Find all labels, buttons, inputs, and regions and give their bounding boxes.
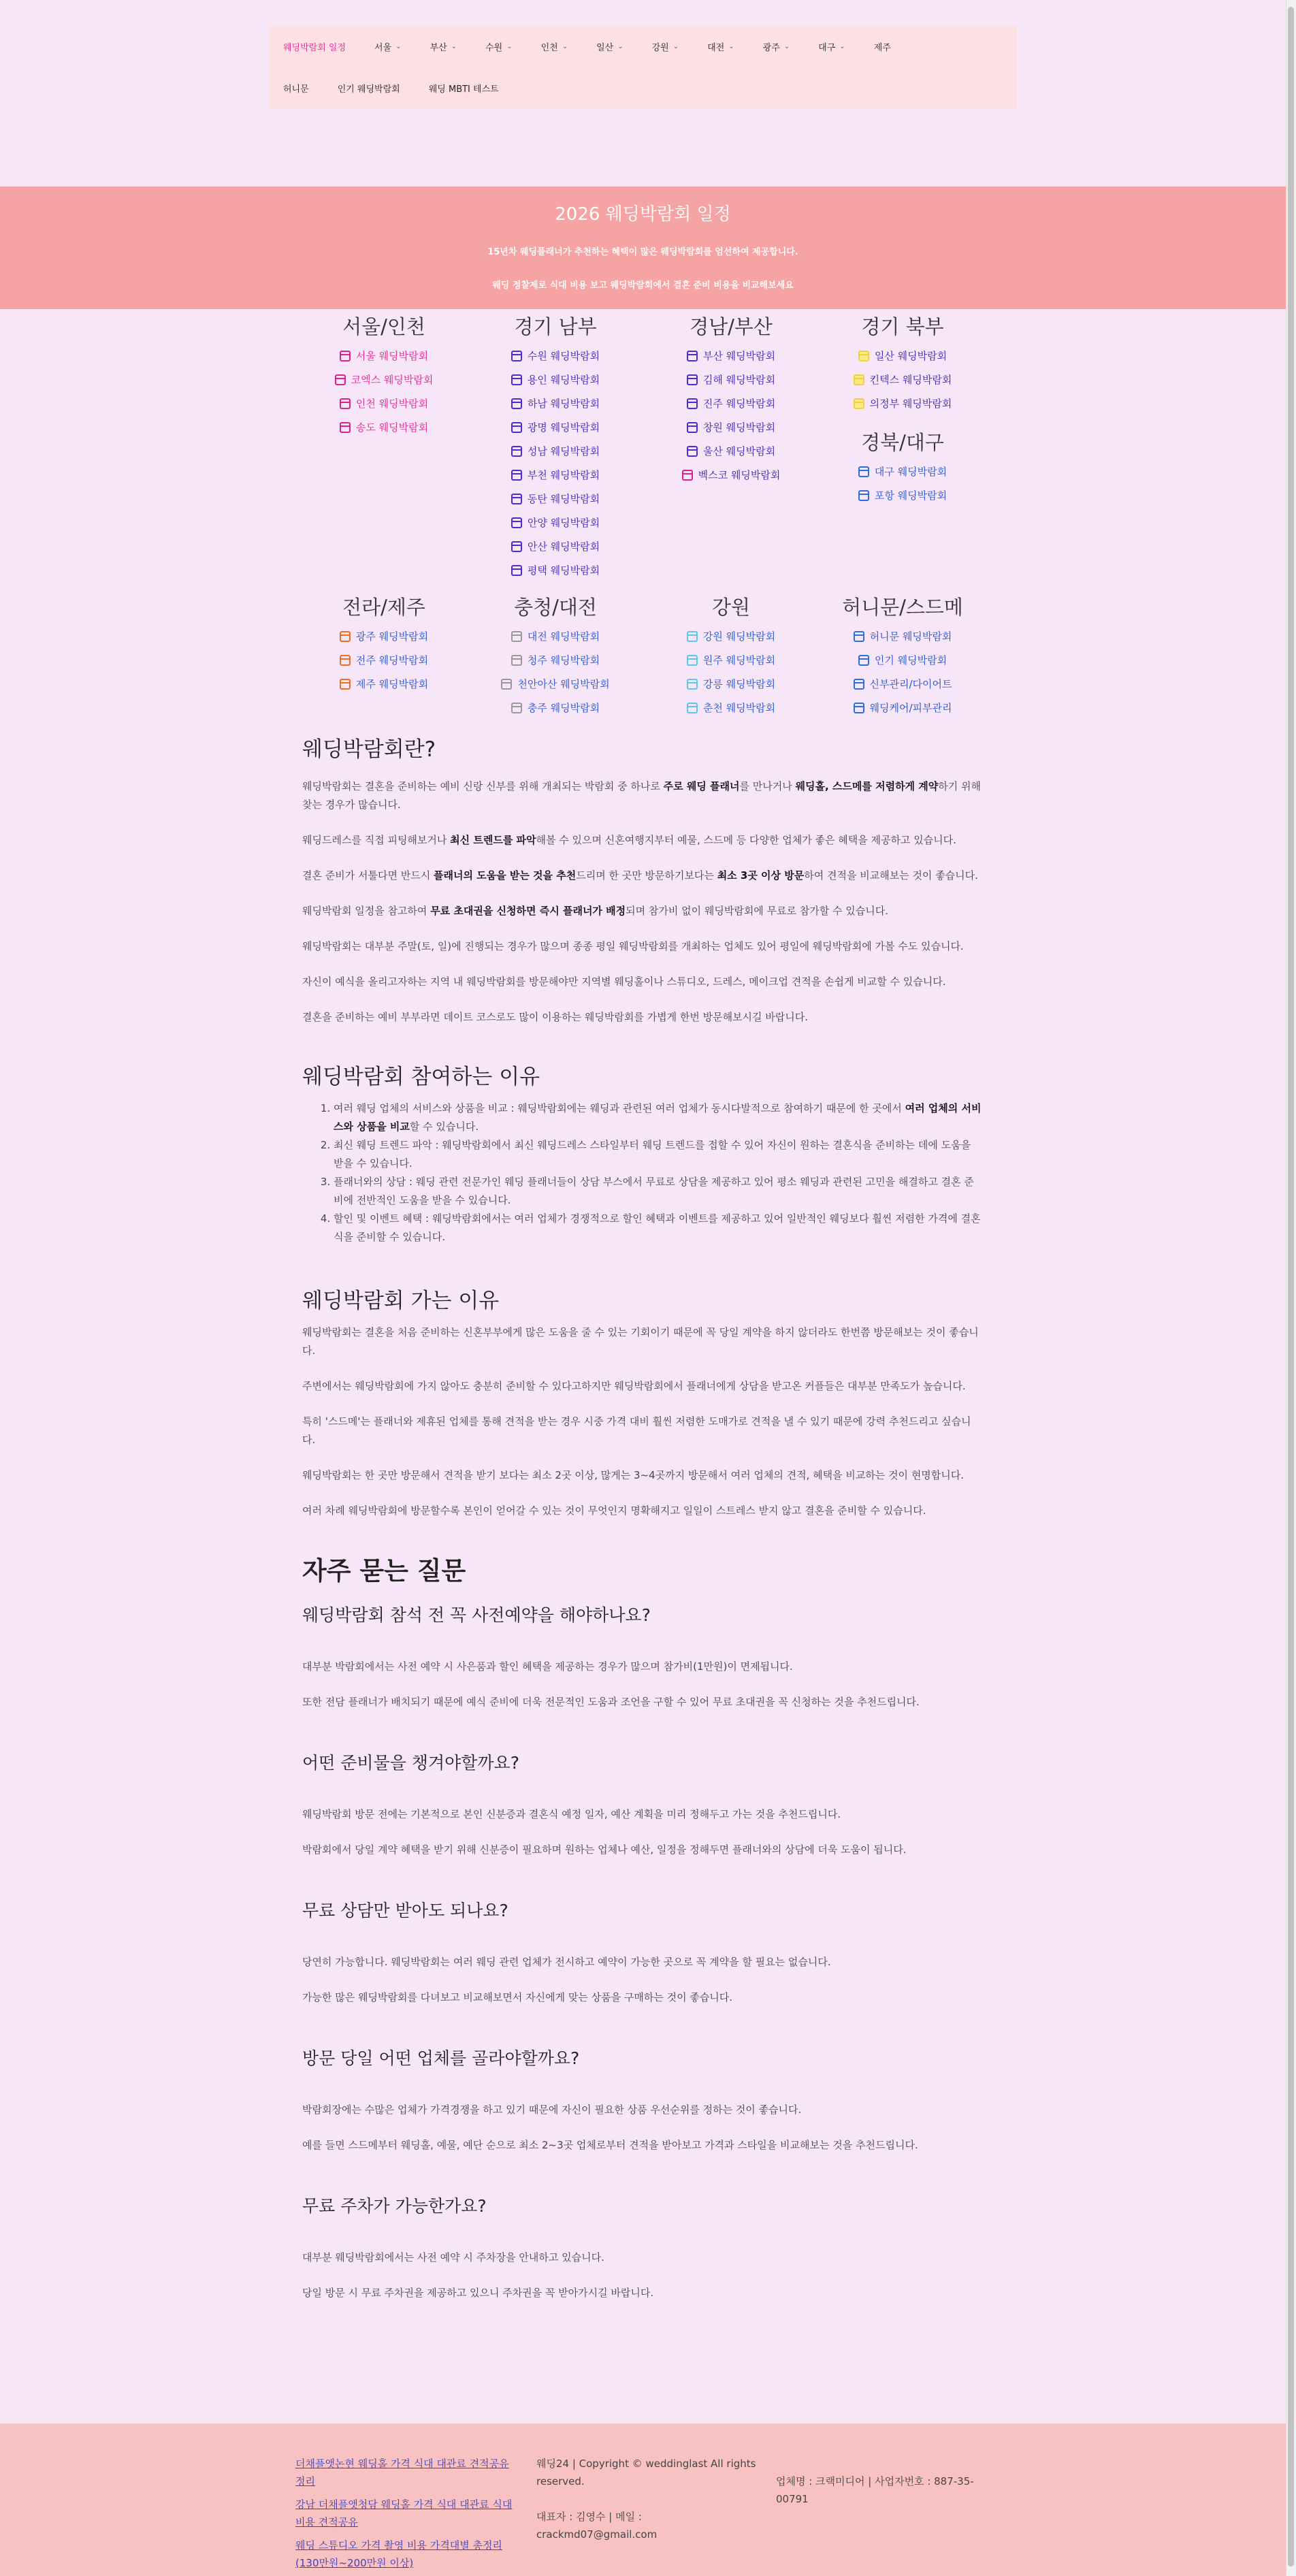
expo-link[interactable] bbox=[295, 391, 472, 415]
hero-subtitle-1: 15년차 웨딩플래너가 추천하는 혜택이 많은 웨딩박람회를 엄선하여 제공합니다. bbox=[487, 247, 798, 257]
faq-question: 웨딩박람회 참석 전 꼭 사전예약을 해야하나요? bbox=[302, 1605, 651, 1625]
nav-item-label: 광주 bbox=[762, 43, 780, 53]
expo-link[interactable] bbox=[814, 460, 991, 483]
footer-link[interactable]: 더채플앳논현 웨딩홀 가격 식대 대관료 견적공유 정리 bbox=[295, 2458, 509, 2488]
section-title-why-go: 웨딩박람회 가는 이유 bbox=[302, 1289, 500, 1313]
hero-subtitle-2: 웨딩 정찰제로 식대 비용 보고 웨딩박람회에서 결혼 준비 비용을 비교해보세요 bbox=[492, 280, 794, 291]
calendar-icon bbox=[854, 398, 864, 409]
expo-link[interactable] bbox=[467, 463, 644, 487]
calendar-icon bbox=[854, 631, 864, 642]
nav-item[interactable] bbox=[763, 40, 790, 53]
expo-link-label: 웨딩케어/피부관리 bbox=[869, 702, 952, 714]
expo-link-label: 용인 웨딩박람회 bbox=[527, 374, 600, 386]
calendar-icon bbox=[858, 351, 869, 361]
expo-link-label: 하남 웨딩박람회 bbox=[527, 398, 600, 410]
chevron-down-icon: ⌄ bbox=[728, 43, 734, 50]
calendar-icon bbox=[511, 446, 522, 457]
expo-link-label: 천안아산 웨딩박람회 bbox=[517, 678, 610, 690]
expo-link-label: 부산 웨딩박람회 bbox=[702, 350, 776, 362]
expo-link[interactable] bbox=[814, 368, 991, 391]
calendar-icon bbox=[687, 703, 698, 713]
faq-question: 무료 주차가 가능한가요? bbox=[302, 2196, 487, 2216]
expo-link-label: 제주 웨딩박람회 bbox=[355, 678, 429, 690]
nav-item-label: 웨딩 MBTI 테스트 bbox=[428, 84, 499, 95]
expo-link-label: 허니문 웨딩박람회 bbox=[869, 630, 952, 643]
paragraph: 특히 '스드메'는 플래너와 제휴된 업체를 통해 견적을 받는 경우 시중 가격 대비 훨씬 저렴한 도매가로 견적을 낼 수 있기 때문에 강력 추천드리고 싶습니다. bbox=[302, 1415, 971, 1446]
faq-answer: 웨딩박람회 방문 전에는 기본적으로 본인 신분증과 결혼식 예정 일자, 예산 계획을 미리 정해두고 가는 것을 추천드립니다. bbox=[302, 1808, 841, 1820]
expo-link[interactable] bbox=[814, 344, 991, 368]
calendar-icon bbox=[687, 422, 698, 433]
expo-link[interactable] bbox=[814, 483, 991, 507]
nav-item-label: 대구 bbox=[818, 43, 836, 53]
company-info: 업체명 : 크랙미디어 | 사업자번호 : 887-35-00791 bbox=[776, 2475, 974, 2505]
calendar-icon bbox=[682, 470, 693, 481]
region-title: 경기 북부 bbox=[861, 315, 944, 338]
calendar-icon bbox=[511, 541, 522, 552]
nav-item[interactable] bbox=[874, 40, 891, 53]
nav-item-label: 부산 bbox=[430, 43, 447, 53]
expo-link-label: 전주 웨딩박람회 bbox=[355, 654, 429, 666]
expo-link-label: 강릉 웨딩박람회 bbox=[702, 678, 776, 690]
calendar-icon bbox=[340, 398, 351, 409]
nav-item-label: 서울 bbox=[374, 43, 392, 53]
calendar-icon bbox=[340, 655, 351, 666]
scrollbar-thumb[interactable] bbox=[1288, 7, 1294, 2566]
expo-link[interactable] bbox=[643, 344, 820, 368]
calendar-icon bbox=[687, 351, 698, 361]
nav-item-label: 수원 bbox=[485, 43, 503, 53]
expo-link[interactable] bbox=[643, 391, 820, 415]
calendar-icon bbox=[511, 422, 522, 433]
expo-link-label: 대구 웨딩박람회 bbox=[874, 466, 947, 478]
nav-item-label: 강원 bbox=[651, 43, 669, 53]
expo-link-label: 대전 웨딩박람회 bbox=[527, 630, 600, 643]
chevron-down-icon: ⌄ bbox=[673, 43, 679, 50]
nav-item[interactable] bbox=[338, 82, 400, 95]
expo-link[interactable] bbox=[467, 368, 644, 391]
region-gyeongnam-busan bbox=[643, 312, 820, 487]
nav-item[interactable] bbox=[430, 40, 457, 53]
calendar-icon bbox=[687, 631, 698, 642]
calendar-icon bbox=[511, 703, 522, 713]
nav-item-label: 제주 bbox=[873, 43, 891, 53]
page-scrollbar[interactable] bbox=[1286, 0, 1296, 2576]
expo-link-label: 원주 웨딩박람회 bbox=[702, 654, 776, 666]
expo-link[interactable] bbox=[643, 648, 820, 672]
nav-item-label: 허니문 bbox=[283, 84, 309, 95]
expo-link[interactable] bbox=[467, 624, 644, 648]
expo-link[interactable] bbox=[467, 487, 644, 511]
expo-link-label: 인천 웨딩박람회 bbox=[355, 398, 429, 410]
main-nav bbox=[270, 26, 1017, 109]
calendar-icon bbox=[511, 494, 522, 504]
expo-link[interactable] bbox=[467, 534, 644, 558]
section-title-what: 웨딩박람회란? bbox=[302, 737, 436, 762]
nav-item[interactable] bbox=[283, 40, 346, 53]
expo-link[interactable] bbox=[467, 415, 644, 439]
calendar-icon bbox=[858, 655, 869, 666]
expo-link[interactable] bbox=[467, 648, 644, 672]
paragraph: 결혼을 준비하는 예비 부부라면 데이트 코스로도 많이 이용하는 웨딩박람회를 가볍게 한번 방문해보시길 바랍니다. bbox=[302, 1011, 809, 1023]
expo-link[interactable] bbox=[643, 463, 820, 487]
calendar-icon bbox=[858, 466, 869, 477]
nav-item[interactable] bbox=[707, 40, 734, 53]
calendar-icon bbox=[687, 446, 698, 457]
copyright-text: 웨딩24 | Copyright © weddinglast All rights reserved. bbox=[536, 2458, 756, 2488]
expo-link-label: 광명 웨딩박람회 bbox=[527, 421, 600, 434]
nav-item[interactable] bbox=[429, 82, 499, 95]
ceo-contact: 대표자 : 김영수 | 메일 : crackmd07@gmail.com bbox=[536, 2511, 658, 2541]
region-title: 충청/대전 bbox=[514, 596, 597, 619]
paragraph: 웨딩박람회는 결혼을 준비하는 예비 신랑 신부를 위해 개최되는 박람회 중 하나로 주로 웨딩 플래너를 만나거나 웨딩홀, 스드메를 저렴하게 계약하기 위해 찾는 경우가 많습니다. bbox=[302, 780, 981, 811]
expo-link-label: 신부관리/다이어트 bbox=[869, 678, 952, 690]
calendar-icon bbox=[854, 679, 864, 690]
paragraph: 주변에서는 웨딩박람회에 가지 않아도 충분히 준비할 수 있다고하지만 웨딩박람회에서 플래너에게 상담을 받고온 커플들은 대부분 만족도가 높습니다. bbox=[302, 1380, 966, 1392]
region-chungcheong-daejeon bbox=[467, 592, 644, 720]
expo-link[interactable] bbox=[814, 391, 991, 415]
article-content bbox=[302, 732, 983, 2302]
region-seoul-incheon bbox=[295, 312, 472, 439]
region-title: 강원 bbox=[711, 596, 751, 619]
faq-question: 방문 당일 어떤 업체를 골라야할까요? bbox=[302, 2048, 580, 2068]
calendar-icon bbox=[501, 679, 512, 690]
expo-link-label: 일산 웨딩박람회 bbox=[874, 350, 947, 362]
faq-answer: 예를 들면 스드메부터 웨딩홀, 예물, 예단 순으로 최소 2~3곳 업체로부터 견적을 받아보고 가격과 스타일을 비교해보는 것을 추천드립니다. bbox=[302, 2139, 918, 2151]
chevron-down-icon: ⌄ bbox=[506, 43, 513, 50]
nav-row-secondary bbox=[283, 67, 1003, 109]
paragraph: 결혼 준비가 서툴다면 반드시 플래너의 도움을 받는 것을 추천드리며 한 곳만 방문하기보다는 최소 3곳 이상 방문하여 견적을 비교해보는 것이 좋습니다. bbox=[302, 869, 978, 882]
section-title-why-join: 웨딩박람회 참여하는 이유 bbox=[302, 1065, 540, 1089]
region-gyeonggi-south bbox=[467, 312, 644, 582]
footer-link[interactable]: 웨딩 스튜디오 가격 촬영 비용 가격대별 총정리 (130만원~200만원 이상) bbox=[295, 2539, 502, 2569]
chevron-down-icon: ⌄ bbox=[451, 43, 457, 50]
faq-answer: 가능한 많은 웨딩박람회를 다녀보고 비교해보면서 자신에게 맞는 상품을 구매하는 것이 좋습니다. bbox=[302, 1991, 733, 2003]
expo-link-label: 진주 웨딩박람회 bbox=[702, 398, 776, 410]
region-title: 서울/인천 bbox=[342, 315, 425, 338]
expo-link[interactable] bbox=[643, 696, 820, 720]
chevron-down-icon: ⌄ bbox=[783, 43, 790, 50]
paragraph: 여러 차례 웨딩박람회에 방문할수록 본인이 얻어갈 수 있는 것이 무엇인지 명확해지고 일일이 스트레스 받지 않고 결혼을 준비할 수 있습니다. bbox=[302, 1504, 926, 1517]
calendar-icon bbox=[511, 351, 522, 361]
expo-link-label: 수원 웨딩박람회 bbox=[527, 350, 600, 362]
region-title: 허니문/스드메 bbox=[842, 596, 963, 619]
expo-link-label: 안양 웨딩박람회 bbox=[527, 517, 600, 529]
expo-link[interactable] bbox=[295, 672, 472, 696]
expo-link[interactable] bbox=[467, 439, 644, 463]
nav-item[interactable] bbox=[283, 82, 309, 95]
calendar-icon bbox=[687, 374, 698, 385]
expo-link[interactable] bbox=[814, 696, 991, 720]
expo-link-label: 벡스코 웨딩박람회 bbox=[698, 469, 781, 481]
chevron-down-icon: ⌄ bbox=[395, 43, 402, 50]
nav-item-label: 대전 bbox=[707, 43, 725, 53]
expo-link[interactable] bbox=[295, 368, 472, 391]
calendar-icon bbox=[854, 374, 864, 385]
nav-item[interactable] bbox=[818, 40, 845, 53]
calendar-icon bbox=[511, 374, 522, 385]
list-item: 2. 최신 웨딩 트렌드 파악 : 웨딩박람회에서 최신 웨딩드레스 스타일부터 웨딩 트렌드를 접할 수 있어 자신이 원하는 결혼식을 준비하는 데에 도움을 받을 수 있습니다. bbox=[334, 1136, 983, 1173]
nav-row-primary bbox=[283, 26, 1003, 67]
expo-link-label: 서울 웨딩박람회 bbox=[355, 350, 429, 362]
paragraph: 웨딩박람회 일정을 참고하여 무료 초대권을 신청하면 즉시 플래너가 배정되며 참가비 없이 웨딩박람회에 무료로 참가할 수 있습니다. bbox=[302, 905, 889, 917]
faq-answer: 또한 전담 플래너가 배치되기 때문에 예식 준비에 더욱 전문적인 도움과 조언을 구할 수 있어 무료 초대권을 꼭 신청하는 것을 추천드립니다. bbox=[302, 1696, 920, 1708]
region-title: 경남/부산 bbox=[690, 315, 773, 338]
faq-question: 무료 상담만 받아도 되나요? bbox=[302, 1901, 508, 1920]
expo-link-label: 의정부 웨딩박람회 bbox=[869, 398, 952, 410]
expo-link-label: 울산 웨딩박람회 bbox=[702, 445, 776, 457]
calendar-icon bbox=[687, 655, 698, 666]
expo-link[interactable] bbox=[467, 391, 644, 415]
calendar-icon bbox=[335, 374, 346, 385]
faq-answer: 박람회장에는 수많은 업체가 가격경쟁을 하고 있기 때문에 자신이 필요한 상품 우선순위를 정하는 것이 좋습니다. bbox=[302, 2104, 802, 2116]
expo-link-label: 광주 웨딩박람회 bbox=[355, 630, 429, 643]
chevron-down-icon: ⌄ bbox=[562, 43, 568, 50]
expo-link-label: 창원 웨딩박람회 bbox=[702, 421, 776, 434]
nav-item[interactable] bbox=[596, 40, 623, 53]
nav-item-label: 인기 웨딩박람회 bbox=[337, 84, 400, 95]
paragraph: 웨딩박람회는 결혼을 처음 준비하는 신혼부부에게 많은 도움을 줄 수 있는 기회이기 때문에 꼭 당일 계약을 하지 않더라도 한번쯤 방문해보는 것이 좋습니다. bbox=[302, 1326, 979, 1357]
footer-links bbox=[295, 2455, 517, 2576]
calendar-icon bbox=[511, 517, 522, 528]
expo-link[interactable] bbox=[295, 344, 472, 368]
nav-item[interactable] bbox=[374, 40, 402, 53]
faq-title: 자주 묻는 질문 bbox=[302, 1556, 466, 1585]
expo-link[interactable] bbox=[643, 439, 820, 463]
expo-link-label: 성남 웨딩박람회 bbox=[527, 445, 600, 457]
expo-link-label: 안산 웨딩박람회 bbox=[527, 541, 600, 553]
calendar-icon bbox=[687, 679, 698, 690]
calendar-icon bbox=[511, 631, 522, 642]
expo-link-label: 동탄 웨딩박람회 bbox=[527, 493, 600, 505]
region-gyeongbuk-daegu bbox=[814, 428, 991, 507]
hero-banner bbox=[0, 187, 1286, 309]
expo-link-label: 송도 웨딩박람회 bbox=[355, 421, 429, 434]
region-gangwon bbox=[643, 592, 820, 720]
expo-link[interactable] bbox=[643, 415, 820, 439]
footer-link[interactable]: 강남 더채플앳청담 웨딩홀 가격 식대 대관료 식대 비용 견적공유 bbox=[295, 2498, 513, 2528]
chevron-down-icon: ⌄ bbox=[839, 43, 845, 50]
nav-item[interactable] bbox=[485, 40, 513, 53]
calendar-icon bbox=[687, 398, 698, 409]
expo-link[interactable] bbox=[467, 696, 644, 720]
calendar-icon bbox=[340, 422, 351, 433]
expo-link-label: 춘천 웨딩박람회 bbox=[702, 702, 776, 714]
expo-link[interactable] bbox=[814, 672, 991, 696]
expo-link[interactable] bbox=[295, 415, 472, 439]
faq-answer: 당연히 가능합니다. 웨딩박람회는 여러 웨딩 관련 업체가 전시하고 예약이 가능한 곳으로 꼭 계약을 할 필요는 없습니다. bbox=[302, 1956, 831, 1968]
faq-answer: 박람회에서 당일 계약 혜택을 받기 위해 신분증이 필요하며 원하는 업체나 예산, 일정을 정해두면 플래너와의 상담에 더욱 도움이 됩니다. bbox=[302, 1844, 907, 1856]
expo-link-label: 충주 웨딩박람회 bbox=[527, 702, 600, 714]
expo-link[interactable] bbox=[643, 624, 820, 648]
nav-item[interactable] bbox=[541, 40, 568, 53]
paragraph: 웨딩드레스를 직접 피팅해보거나 최신 트렌드를 파악해볼 수 있으며 신혼여행지부터 예물, 스드메 등 다양한 업체가 좋은 혜택을 제공하고 있습니다. bbox=[302, 834, 956, 846]
expo-link-label: 평택 웨딩박람회 bbox=[527, 564, 600, 577]
calendar-icon bbox=[340, 679, 351, 690]
expo-link-label: 청주 웨딩박람회 bbox=[527, 654, 600, 666]
faq-question: 어떤 준비물을 챙겨야할까요? bbox=[302, 1753, 519, 1773]
chevron-down-icon: ⌄ bbox=[617, 43, 623, 50]
calendar-icon bbox=[511, 398, 522, 409]
nav-item-label: 인천 bbox=[540, 43, 558, 53]
expo-link[interactable] bbox=[295, 624, 472, 648]
faq-answer: 대부분 웨딩박람회에서는 사전 예약 시 주차장을 안내하고 있습니다. bbox=[302, 2251, 604, 2264]
expo-link-label: 인기 웨딩박람회 bbox=[874, 654, 947, 666]
calendar-icon bbox=[858, 490, 869, 501]
expo-link[interactable] bbox=[814, 624, 991, 648]
region-jeolla-jeju bbox=[295, 592, 472, 696]
region-title: 경기 남부 bbox=[514, 315, 597, 338]
reasons-list bbox=[302, 1099, 983, 1246]
region-gyeonggi-north bbox=[814, 312, 991, 415]
list-item: 1. 여러 웨딩 업체의 서비스와 상품을 비교 : 웨딩박람회에는 웨딩과 관련된 여러 업체가 동시다발적으로 참여하기 때문에 한 곳에서 여러 업체의 서비스와 상품을 비교할 수 있습니다. bbox=[334, 1099, 983, 1136]
nav-item[interactable] bbox=[652, 40, 679, 53]
calendar-icon bbox=[340, 631, 351, 642]
nav-item-label: 일산 bbox=[596, 43, 614, 53]
list-item: 4. 할인 및 이벤트 혜택 : 웨딩박람회에서는 여러 업체가 경쟁적으로 할인 혜택과 이벤트를 제공하고 있어 일반적인 웨딩보다 훨씬 저렴한 가격에 결혼식을 준비할 수 있습니다. bbox=[334, 1210, 983, 1246]
faq-answer: 대부분 박람회에서는 사전 예약 시 사은품과 할인 혜택을 제공하는 경우가 많으며 참가비(1만원)이 면제됩니다. bbox=[302, 1660, 793, 1673]
paragraph: 웨딩박람회는 대부분 주말(토, 일)에 진행되는 경우가 많으며 종종 평일 웨딩박람회를 개최하는 업체도 있어 평일에 웨딩박람회에 가볼 수도 있습니다. bbox=[302, 940, 964, 952]
expo-link-label: 코엑스 웨딩박람회 bbox=[351, 374, 434, 386]
list-item: 3. 플래너와의 상담 : 웨딩 관련 전문가인 웨딩 플래너들이 상담 부스에서 무료로 상담을 제공하고 있어 평소 웨딩과 관련된 고민을 해결하고 결혼 준비에 전반적인 도움을 받을 수 있습니다. bbox=[334, 1173, 983, 1210]
expo-link[interactable] bbox=[467, 344, 644, 368]
site-footer bbox=[0, 2424, 1286, 2576]
expo-link-label: 강원 웨딩박람회 bbox=[702, 630, 776, 643]
hero-title: 2026 웨딩박람회 일정 bbox=[555, 204, 731, 225]
expo-link[interactable] bbox=[295, 648, 472, 672]
expo-link[interactable] bbox=[467, 511, 644, 534]
footer-info bbox=[536, 2455, 761, 2543]
expo-link[interactable] bbox=[467, 558, 644, 582]
paragraph: 자신이 예식을 올리고자하는 지역 내 웨딩박람회를 방문해야만 지역별 웨딩홀이나 스튜디오, 드레스, 메이크업 견적을 손쉽게 비교할 수 있습니다. bbox=[302, 976, 946, 988]
expo-link[interactable] bbox=[467, 672, 644, 696]
expo-link[interactable] bbox=[814, 648, 991, 672]
expo-link-label: 김해 웨딩박람회 bbox=[702, 374, 776, 386]
region-title: 전라/제주 bbox=[342, 596, 425, 619]
calendar-icon bbox=[511, 565, 522, 576]
paragraph: 웨딩박람회는 한 곳만 방문해서 견적을 받기 보다는 최소 2곳 이상, 많게는 3~4곳까지 방문해서 여러 업체의 견적, 혜택을 비교하는 것이 현명합니다. bbox=[302, 1469, 965, 1481]
expo-link[interactable] bbox=[643, 368, 820, 391]
calendar-icon bbox=[854, 703, 864, 713]
faq-answer: 당일 방문 시 무료 주차권을 제공하고 있으니 주차권을 꼭 받아가시길 바랍니다. bbox=[302, 2287, 654, 2299]
expo-link-label: 포항 웨딩박람회 bbox=[874, 489, 947, 502]
region-honeymoon-sdm bbox=[814, 592, 991, 720]
calendar-icon bbox=[511, 470, 522, 481]
expo-link-label: 킨텍스 웨딩박람회 bbox=[869, 374, 952, 386]
nav-item-label: 웨딩박람회 일정 bbox=[283, 43, 346, 53]
calendar-icon bbox=[340, 351, 351, 361]
expo-link-label: 부천 웨딩박람회 bbox=[527, 469, 600, 481]
region-title: 경북/대구 bbox=[861, 431, 944, 454]
expo-link[interactable] bbox=[643, 672, 820, 696]
calendar-icon bbox=[511, 655, 522, 666]
